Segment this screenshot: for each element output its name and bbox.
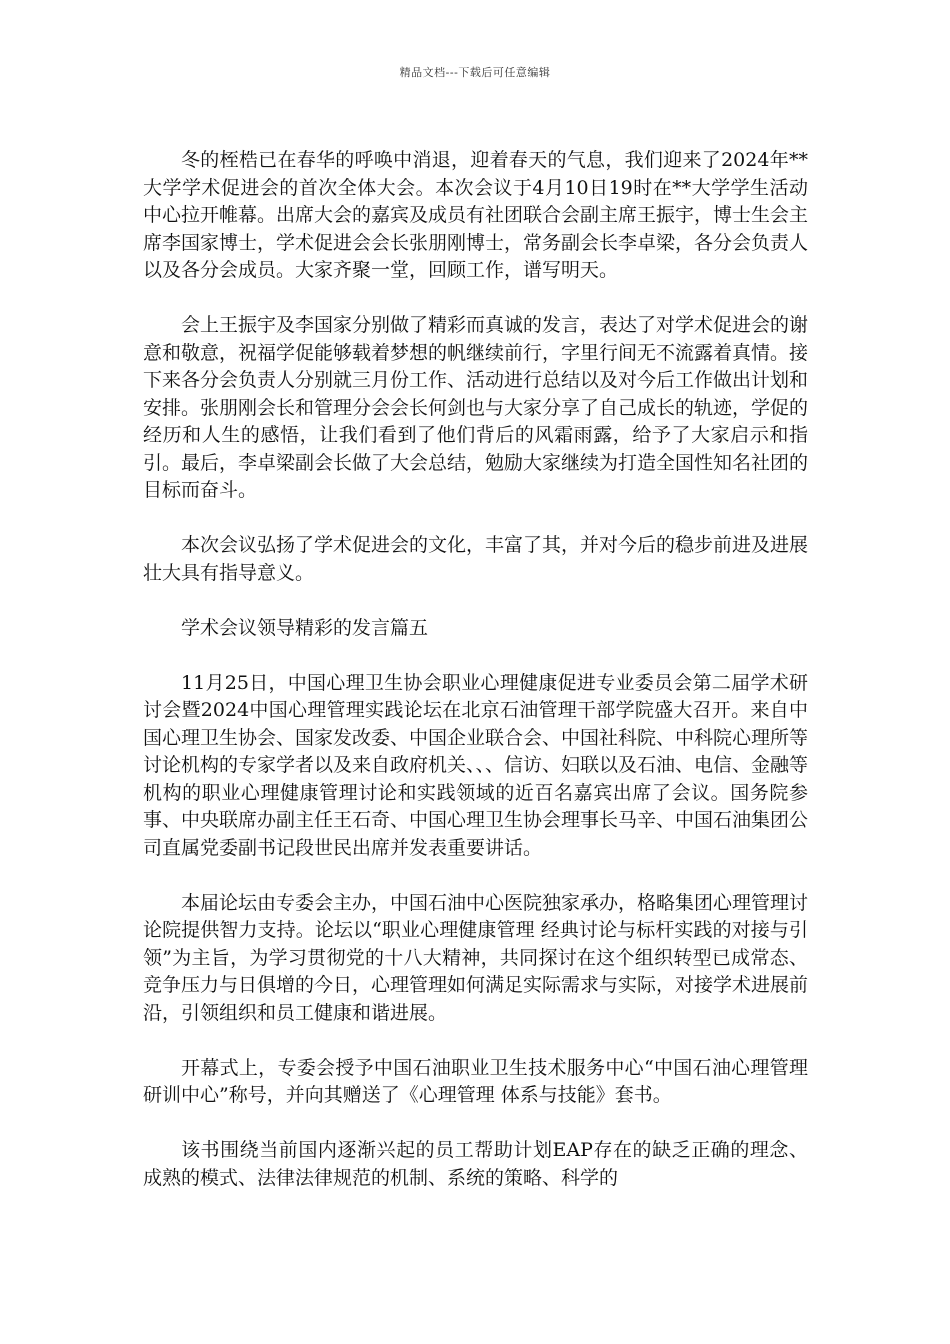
paragraph-3: 本次会议弘扬了学术促进会的文化，丰富了其，并对今后的稳步前进及进展壮大具有指导意义。: [143, 534, 809, 584]
paragraph-8: 该书围绕当前国内逐渐兴起的员工帮助计划EAP存在的缺乏正确的理念、成熟的模式、法律法律规范的机制、系统的策略、科学的: [143, 1139, 808, 1189]
paragraph-7: 开幕式上，专委会授予中国石油职业卫生技术服务中心“中国石油心理管理研训中心”称号，并向其赠送了《心理管理 体系与技能》套书。: [143, 1056, 808, 1106]
document-body: [143, 147, 808, 1220]
page-header: 精品文档---下载后可任意编辑: [399, 66, 551, 79]
paragraph-2: 会上王振宇及李国家分别做了精彩而真诚的发言，表达了对学术促进会的谢意和敬意，祝福学促能够载着梦想的帆继续前行，字里行间无不流露着真情。接下来各分会负责人分别就三月份工作、活动进行总结以及对今后工作做出计划和安排。张朋刚会长和管理分会会长何剑也与大家分享了自己成长的轨迹，学促的经历和人生的感悟，让我们看到了他们背后的风霜雨露，给予了大家启示和指引。最后，李卓梁副会长做了大会总结，勉励大家继续为打造全国性知名社团的目标而奋斗。: [143, 314, 809, 501]
section-heading: 学术会议领导精彩的发言篇五: [181, 616, 429, 639]
paragraph-1: 冬的桎梏已在春华的呼唤中消退，迎着春天的气息，我们迎来了2024年**大学学术促进会的首次全体大会。本次会议于4月10日19时在**大学学生活动中心拉开帷幕。出席大会的嘉宾及成员有社团联合会副主席王振宇，博士生会主席李国家博士，学术促进会会长张朋刚博士，常务副会长李卓梁，各分会负责人以及各分会成员。大家齐聚一堂，回顾工作，谱写明天。: [143, 149, 809, 281]
paragraph-5: 11月25日，中国心理卫生协会职业心理健康促进专业委员会第二届学术研讨会暨2024中国心理管理实践论坛在北京石油管理干部学院盛大召开。来自中国心理卫生协会、国家发改委、中国企业联合会、中国社科院、中科院心理所等讨论机构的专家学者以及来自政府机关、、、信访、妇联以及石油、电信、金融等机构的职业心理健康管理讨论和实践领域的近百名嘉宾出席了会议。国务院参事、中央联席办副主任王石奇、中国心理卫生协会理事长马辛、中国石油集团公司直属党委副书记段世民出席并发表重要讲话。: [143, 671, 809, 859]
paragraph-6: 本届论坛由专委会主办，中国石油中心医院独家承办，格略集团心理管理讨论院提供智力支持。论坛以“职业心理健康管理 经典讨论与标杆实践的对接与引领”为主旨，为学习贯彻党的十八大精神，共同探讨在这个组织转型已成常态、竞争压力与日俱增的今日，心理管理如何满足实际需求与实际，对接学术进展前沿，引领组织和员工健康和谐进展。: [143, 891, 809, 1024]
